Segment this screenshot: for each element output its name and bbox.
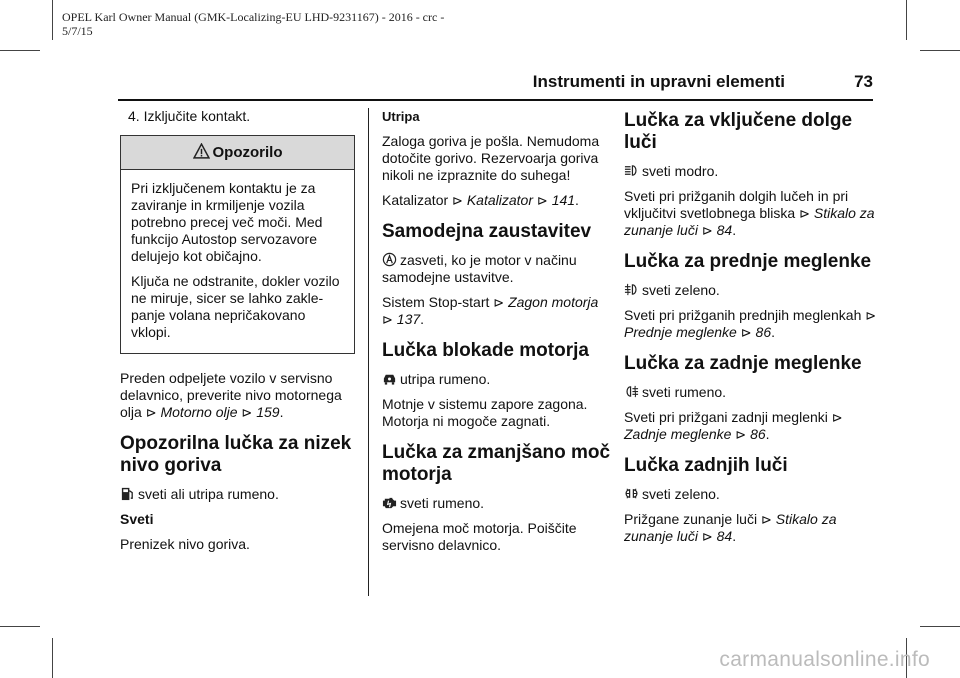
crop-mark [52,0,53,40]
rear-fog-desc-line [624,384,880,401]
front-fog-text: Sveti pri prižganih prednjih meglenkah [624,307,862,323]
service-text: Preden odpeljete vozilo v servisno delavnico, preverite nivo motornega olja [120,370,342,420]
arrow-icon: ⊳ [740,325,752,340]
service-page[interactable]: 159 [256,404,280,420]
fuel-pump-icon [120,486,135,501]
high-beam-icon [624,163,639,178]
crop-mark [52,638,53,678]
arrow-icon: ⊳ [701,223,713,238]
arrow-icon: ⊳ [493,295,505,310]
rear-fog-desc: sveti rumeno. [642,384,727,400]
high-beam-page[interactable]: 84 [716,222,733,238]
rear-fog-icon [624,384,639,399]
front-fog-icon [624,282,639,297]
header-rule [118,99,873,101]
sveti-label: Sveti [120,511,154,527]
kat-text: Katalizator [382,192,449,208]
rear-fog-heading: Lučka za zadnje meglenke [624,353,862,374]
crop-mark [0,626,40,627]
arrow-icon: ⊳ [831,410,843,425]
high-beam-link[interactable]: Stikalo za zunanje luči [624,205,875,238]
warning-box [120,135,355,354]
rear-fog-link[interactable]: Zadnje meglenke [624,426,732,442]
tail-light-desc-line [624,486,880,503]
high-beam-desc-line [624,163,880,180]
column-1 [120,108,355,561]
crop-mark [920,50,960,51]
tail-light-text: Prižgane zunanje luči [624,511,758,527]
fuel-desc-line [120,486,355,503]
crop-mark [0,50,40,51]
tail-light-heading: Lučka zadnjih luči [624,455,788,476]
kat-page[interactable]: 141 [551,192,576,208]
startstop-link[interactable]: Zagon motorja [508,294,599,310]
power-text: Omejena moč motorja. Poiščite servisno delavnico. [382,520,577,553]
warning-body [121,170,354,353]
arrow-icon: ⊳ [735,427,747,442]
high-beam-ref: Sveti pri prižganih dolgih lučeh in pri vključitvi svetlobnega bliska ⊳ Stikalo za zunanje luči ⊳ 84. [624,188,875,238]
tail-light-page[interactable]: 84 [716,528,733,544]
tail-light-link[interactable]: Stikalo za zunanje luči [624,511,837,544]
kat-link[interactable]: Katalizator [466,192,533,208]
rear-fog-ref: Sveti pri prižgani zadnji meglenki ⊳ Zadnje meglenke ⊳ 86. [624,409,843,442]
sveti-text: Prenizek nivo goriva. [120,536,250,552]
side-light-icon [624,486,639,501]
page-number: 73 [854,72,873,91]
startstop-page[interactable]: 137 [396,311,421,327]
fuel-desc: sveti ali utripa rumeno. [138,486,279,502]
startstop-ref: Sistem Stop-start ⊳ Zagon motorja ⊳ 137. [382,294,599,327]
engine-icon [382,495,397,510]
front-fog-heading: Lučka za prednje meglenke [624,251,872,272]
watermark: carmanualsonline.info [719,648,930,671]
service-paragraph: Preden odpeljete vozilo v servisno delavnico, preverite nivo motornega olja ⊳ Motorno olje ⊳ 159. [120,370,342,420]
arrow-icon: ⊳ [145,405,157,420]
front-fog-page[interactable]: 86 [755,324,772,340]
autostop-desc-line [382,252,612,286]
doc-date: 5/7/15 [62,24,93,38]
power-desc-line [382,495,612,512]
immobiliser-desc: utripa rumeno. [400,371,491,387]
warning-title: Opozorilo [212,144,283,161]
crop-mark [906,0,907,40]
column-divider [368,108,369,596]
power-desc: sveti rumeno. [400,495,485,511]
arrow-icon: ⊳ [865,308,877,323]
startstop-text: Sistem Stop-start [382,294,490,310]
high-beam-text: Sveti pri prižganih dolgih lučeh in pri vključitvi svetlobnega bliska [624,188,849,221]
fuel-heading: Opozorilna lučka za nizek nivo goriva [120,433,352,476]
tail-light-ref: Prižgane zunanje luči ⊳ Stikalo za zunanje luči ⊳ 84. [624,511,837,544]
arrow-icon: ⊳ [760,512,772,527]
arrow-icon: ⊳ [241,405,253,420]
step-4: 4. Izključite kontakt. [128,108,251,124]
tail-light-desc: sveti zeleno. [642,486,720,502]
document-header [62,10,444,38]
arrow-icon: ⊳ [701,529,713,544]
katalizator-ref: Katalizator ⊳ Katalizator ⊳ 141. [382,192,579,208]
warning-icon [193,143,210,160]
arrow-icon: ⊳ [382,312,393,327]
immobiliser-heading: Lučka blokade motorja [382,340,589,361]
high-beam-heading: Lučka za vključene dolge luči [624,110,853,153]
high-beam-desc: sveti modro. [642,163,719,179]
autostop-desc: zasveti, ko je motor v načinu samodejne ustavitve. [382,252,577,285]
doc-info-line: OPEL Karl Owner Manual (GMK-Localizing-EU LHD-9231167) - 2016 - crc - [62,10,445,24]
front-fog-ref: Sveti pri prižganih prednjih meglenkah ⊳ Prednje meglenke ⊳ 86. [624,307,877,340]
warning-text-2: Ključa ne odstranite, dokler vozilo ne miruje, sicer se lahko zakle-panje volana nepričakovano vklopi. [131,273,340,340]
autostop-heading: Samodejna zaustavitev [382,221,592,242]
rear-fog-text: Sveti pri prižgani zadnji meglenki [624,409,828,425]
car-key-icon [382,371,397,386]
warning-text-1: Pri izključenem kontaktu je za zaviranje in krmiljenje vozila potrebno precej več moči. Med funkcijo Autostop servozavore delujejo kot običajno. [131,180,323,264]
front-fog-desc-line [624,282,880,299]
service-link[interactable]: Motorno olje [160,404,238,420]
autostop-icon [382,252,397,267]
crop-mark [920,626,960,627]
utripa-text: Zaloga goriva je pošla. Nemudoma dotočite gorivo. Rezervoarja goriva nikoli ne izpraznite do suhega! [382,133,600,183]
arrow-icon: ⊳ [536,193,548,208]
column-3 [624,108,880,553]
immobiliser-desc-line [382,371,612,388]
utripa-label: Utripa [382,109,420,124]
section-title: Instrumenti in upravni elementi [532,72,785,91]
front-fog-link[interactable]: Prednje meglenke [624,324,737,340]
column-2 [382,108,612,562]
power-heading: Lučka za zmanjšano moč motorja [382,442,611,485]
immobiliser-text: Motnje v sistemu zapore zagona. Motorja ni mogoče zagnati. [382,396,588,429]
arrow-icon: ⊳ [799,206,810,221]
front-fog-desc: sveti zeleno. [642,282,720,298]
rear-fog-page[interactable]: 86 [750,426,766,442]
arrow-icon: ⊳ [452,193,463,208]
warning-header [121,136,354,170]
